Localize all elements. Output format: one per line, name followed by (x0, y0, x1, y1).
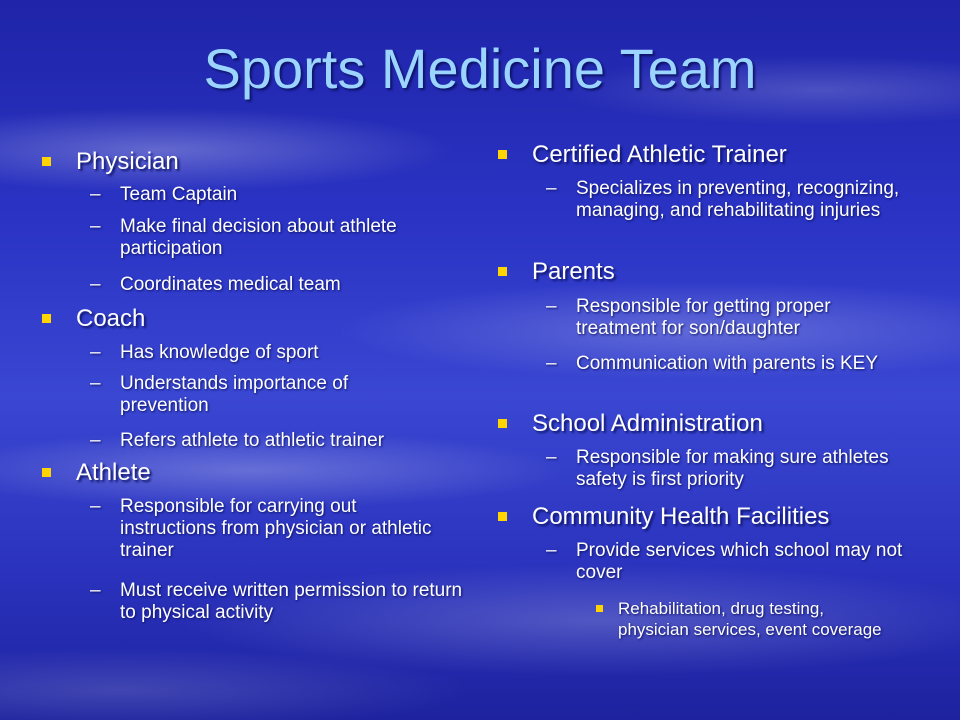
square-bullet-icon (498, 512, 507, 521)
sub-bullet-text: Provide services which school may not cover (576, 540, 903, 583)
dash-icon: – (546, 353, 557, 374)
sub-bullet-text: Communication with parents is KEY (576, 353, 879, 374)
sub-bullet-text: Team Captain (120, 184, 238, 205)
sub-bullet-text: Specializes in preventing, recognizing, managing, and rehabilitating injuries (576, 178, 900, 221)
square-bullet-icon (498, 150, 507, 159)
dash-icon: – (90, 430, 101, 451)
bullet-label: Athlete (76, 459, 151, 486)
dash-icon: – (90, 274, 101, 295)
dash-icon: – (90, 216, 101, 237)
square-bullet-icon (498, 267, 507, 276)
bullet-label: Certified Athletic Trainer (532, 141, 787, 168)
dash-icon: – (546, 540, 557, 561)
dash-icon: – (546, 447, 557, 468)
slide-title: Sports Medicine Team (203, 37, 757, 100)
square-bullet-icon (42, 157, 51, 166)
dash-icon: – (546, 178, 557, 199)
bullet-label: Physician (76, 148, 179, 175)
bullet-label: School Administration (532, 410, 763, 437)
sub-bullet-text: Responsible for making sure athletes safety is first priority (576, 447, 889, 490)
sub-bullet-text: Refers athlete to athletic trainer (120, 430, 385, 451)
sub-bullet-text: Coordinates medical team (120, 274, 341, 295)
bullet-label: Parents (532, 258, 615, 285)
square-bullet-icon (42, 468, 51, 477)
dash-icon: – (546, 296, 557, 317)
dash-icon: – (90, 496, 101, 517)
dash-icon: – (90, 373, 101, 394)
bullet-label: Community Health Facilities (532, 503, 830, 530)
dash-icon: – (90, 342, 101, 363)
sub-bullet-text: Responsible for getting proper treatment for son/daughter (576, 296, 831, 339)
sub-bullet-text: Responsible for carrying out instructions from physician or athletic trainer (120, 496, 432, 561)
sub-bullet-text: Has knowledge of sport (120, 342, 319, 363)
sub-bullet-text: Understands importance of prevention (120, 373, 349, 416)
square-bullet-icon (498, 419, 507, 428)
dash-icon: – (90, 184, 101, 205)
sub-bullet-text: Must receive written permission to return to physical activity (120, 580, 463, 623)
sub-bullet-text: Make final decision about athlete participation (120, 216, 397, 259)
dash-icon: – (90, 580, 101, 601)
square-bullet-icon (42, 314, 51, 323)
bullet-label: Coach (76, 305, 146, 332)
sub-sub-bullet-text: Rehabilitation, drug testing, physician services, event coverage (618, 599, 882, 639)
square-bullet-icon (596, 605, 603, 612)
